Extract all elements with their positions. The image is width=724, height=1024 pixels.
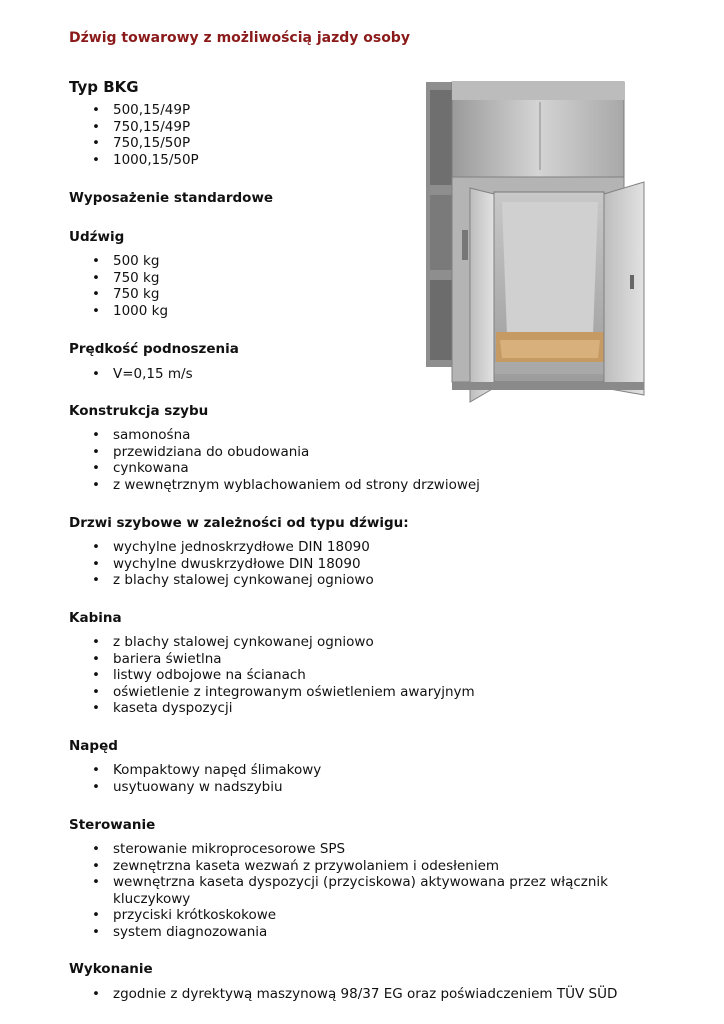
drzwi-list <box>92 539 374 589</box>
kabina-list <box>92 634 475 717</box>
list-item: • V=0,15 m/s <box>92 366 193 383</box>
list-item: • system diagnozowania <box>92 924 632 941</box>
list-item: • przyciski krótkoskokowe <box>92 907 632 924</box>
list-item: • 1000,15/50P <box>92 152 199 169</box>
udzwig-heading: Udźwig <box>69 229 125 245</box>
list-item: • 1000 kg <box>92 303 168 320</box>
list-item: • wychylne jednoskrzydłowe DIN 18090 <box>92 539 374 556</box>
konstrukcja-heading: Konstrukcja szybu <box>69 403 209 419</box>
list-item: • zgodnie z dyrektywą maszynową 98/37 EG oraz poświadczeniem TÜV SÜD <box>92 986 617 1003</box>
list-item: • usytuowany w nadszybiu <box>92 779 321 796</box>
list-item: • 500 kg <box>92 253 168 270</box>
list-item: • oświetlenie z integrowanym oświetleniem awaryjnym <box>92 684 475 701</box>
wykonanie-list <box>92 986 617 1003</box>
naped-heading: Napęd <box>69 738 118 754</box>
wyposazenie-heading: Wyposażenie standardowe <box>69 190 274 206</box>
kabina-heading: Kabina <box>69 610 122 626</box>
sterowanie-heading: Sterowanie <box>69 817 156 833</box>
predkosc-heading: Prędkość podnoszenia <box>69 341 239 357</box>
list-item: • z blachy stalowej cynkowanej ogniowo <box>92 572 374 589</box>
konstrukcja-list <box>92 427 480 493</box>
document-title: Dźwig towarowy z możliwością jazdy osoby <box>69 30 410 46</box>
list-item: • cynkowana <box>92 460 480 477</box>
list-item: • 500,15/49P <box>92 102 199 119</box>
list-item: • 750,15/49P <box>92 119 199 136</box>
list-item: • przewidziana do obudowania <box>92 444 480 461</box>
list-item: • wewnętrzna kaseta dyspozycji (przyciskowa) aktywowana przez włącznik kluczykowy <box>92 874 632 907</box>
list-item: • wychylne dwuskrzydłowe DIN 18090 <box>92 556 374 573</box>
freight-elevator-image <box>422 70 652 410</box>
typ-list <box>92 102 199 168</box>
list-item: • 750,15/50P <box>92 135 199 152</box>
sterowanie-list <box>92 841 632 941</box>
list-item: • zewnętrzna kaseta wezwań z przywolaniem i odesłeniem <box>92 858 632 875</box>
wykonanie-heading: Wykonanie <box>69 961 153 977</box>
naped-list <box>92 762 321 795</box>
drzwi-heading: Drzwi szybowe w zależności od typu dźwigu: <box>69 515 409 531</box>
predkosc-list <box>92 366 193 383</box>
typ-heading: Typ BKG <box>69 78 139 96</box>
list-item: • z wewnętrznym wyblachowaniem od strony drzwiowej <box>92 477 480 494</box>
list-item: • 750 kg <box>92 270 168 287</box>
udzwig-list <box>92 253 168 319</box>
list-item: • z blachy stalowej cynkowanej ogniowo <box>92 634 475 651</box>
list-item: • bariera świetlna <box>92 651 475 668</box>
list-item: • samonośna <box>92 427 480 444</box>
list-item: • kaseta dyspozycji <box>92 700 475 717</box>
list-item: • Kompaktowy napęd ślimakowy <box>92 762 321 779</box>
list-item: • sterowanie mikroprocesorowe SPS <box>92 841 632 858</box>
list-item: • listwy odbojowe na ścianach <box>92 667 475 684</box>
list-item: • 750 kg <box>92 286 168 303</box>
